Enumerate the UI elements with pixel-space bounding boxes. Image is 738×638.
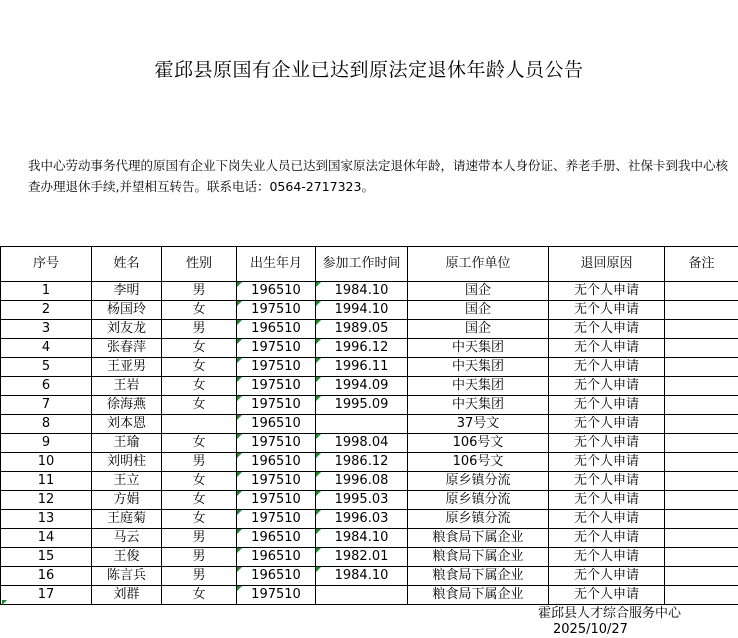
cell-work-start: 1995.09 — [316, 396, 408, 415]
cell-birth: 196510 — [237, 453, 316, 472]
table-header-row — [1, 247, 738, 282]
cell-note — [665, 567, 738, 586]
cell-reason: 无个人申请 — [549, 282, 665, 301]
cell-gender: 男 — [162, 282, 237, 301]
table-row — [1, 301, 738, 320]
cell-work-start: 1995.03 — [316, 491, 408, 510]
table-body — [1, 282, 738, 605]
cell-unit: 原乡镇分流 — [408, 472, 549, 491]
cell-unit: 国企 — [408, 282, 549, 301]
cell-unit: 中天集团 — [408, 377, 549, 396]
cell-gender: 女 — [162, 358, 237, 377]
cell-work-start: 1994.09 — [316, 377, 408, 396]
cell-birth: 197510 — [237, 491, 316, 510]
cell-note — [665, 415, 738, 434]
cell-reason: 无个人申请 — [549, 529, 665, 548]
cell-reason: 无个人申请 — [549, 301, 665, 320]
cell-reason: 无个人申请 — [549, 339, 665, 358]
cell-reason: 无个人申请 — [549, 548, 665, 567]
cell-work-start: 1986.12 — [316, 453, 408, 472]
cell-birth: 197510 — [237, 472, 316, 491]
cell-gender: 男 — [162, 548, 237, 567]
cell-unit: 原乡镇分流 — [408, 510, 549, 529]
cell-no: 17 — [1, 586, 92, 605]
cell-unit: 中天集团 — [408, 358, 549, 377]
cell-reason: 无个人申请 — [549, 320, 665, 339]
cell-note — [665, 491, 738, 510]
cell-name: 杨国玲 — [92, 301, 162, 320]
cell-name: 刘友龙 — [92, 320, 162, 339]
table-row — [1, 567, 738, 586]
cell-reason: 无个人申请 — [549, 415, 665, 434]
cell-no: 4 — [1, 339, 92, 358]
table-row — [1, 320, 738, 339]
table-row — [1, 472, 738, 491]
cell-name: 王俊 — [92, 548, 162, 567]
cell-reason: 无个人申请 — [549, 472, 665, 491]
cell-note — [665, 301, 738, 320]
cell-gender: 女 — [162, 339, 237, 358]
cell-birth: 196510 — [237, 529, 316, 548]
cell-no: 3 — [1, 320, 92, 339]
cell-name: 刘明柱 — [92, 453, 162, 472]
cell-no: 2 — [1, 301, 92, 320]
cell-unit: 粮食局下属企业 — [408, 529, 549, 548]
header-work-start: 参加工作时间 — [316, 247, 408, 282]
cell-gender: 女 — [162, 491, 237, 510]
cell-name: 方娟 — [92, 491, 162, 510]
cell-birth: 197510 — [237, 339, 316, 358]
table-row — [1, 548, 738, 567]
cell-name: 王立 — [92, 472, 162, 491]
cell-work-start: 1989.05 — [316, 320, 408, 339]
cell-reason: 无个人申请 — [549, 396, 665, 415]
cell-marker — [2, 600, 7, 605]
cell-work-start: 1984.10 — [316, 529, 408, 548]
cell-note — [665, 320, 738, 339]
cell-reason: 无个人申请 — [549, 434, 665, 453]
cell-unit: 国企 — [408, 301, 549, 320]
cell-birth: 197510 — [237, 301, 316, 320]
cell-no: 5 — [1, 358, 92, 377]
cell-gender: 男 — [162, 453, 237, 472]
cell-gender: 女 — [162, 377, 237, 396]
cell-reason: 无个人申请 — [549, 510, 665, 529]
cell-reason: 无个人申请 — [549, 358, 665, 377]
cell-work-start: 1984.10 — [316, 567, 408, 586]
header-birth: 出生年月 — [237, 247, 316, 282]
cell-no: 7 — [1, 396, 92, 415]
table-row — [1, 529, 738, 548]
footer-org: 霍邱县人才综合服务中心 — [538, 606, 682, 621]
cell-unit: 原乡镇分流 — [408, 491, 549, 510]
cell-unit: 粮食局下属企业 — [408, 586, 549, 605]
cell-note — [665, 358, 738, 377]
cell-gender: 男 — [162, 529, 237, 548]
notice-text: 我中心劳动事务代理的原国有企业下岗失业人员已达到国家原法定退休年龄，请速带本人身份证、养老手册、社保卡到我中心核查办理退休手续,并望相互转告。联系电话：0564-2717323。 — [28, 158, 729, 194]
cell-name: 刘群 — [92, 586, 162, 605]
cell-birth: 197510 — [237, 396, 316, 415]
cell-birth: 196510 — [237, 567, 316, 586]
cell-work-start: 1996.08 — [316, 472, 408, 491]
cell-unit: 中天集团 — [408, 396, 549, 415]
cell-note — [665, 472, 738, 491]
table-row — [1, 453, 738, 472]
table-row — [1, 510, 738, 529]
cell-birth: 197510 — [237, 358, 316, 377]
cell-work-start: 1996.11 — [316, 358, 408, 377]
cell-name: 王瑜 — [92, 434, 162, 453]
cell-work-start: 1984.10 — [316, 282, 408, 301]
cell-birth: 197510 — [237, 586, 316, 605]
cell-no: 13 — [1, 510, 92, 529]
cell-reason: 无个人申请 — [549, 567, 665, 586]
cell-birth: 196510 — [237, 415, 316, 434]
header-name: 姓名 — [92, 247, 162, 282]
cell-gender: 女 — [162, 434, 237, 453]
table-row — [1, 415, 738, 434]
cell-gender: 男 — [162, 567, 237, 586]
cell-no: 9 — [1, 434, 92, 453]
cell-note — [665, 510, 738, 529]
cell-birth: 196510 — [237, 320, 316, 339]
cell-unit: 37号文 — [408, 415, 549, 434]
cell-work-start: 1996.12 — [316, 339, 408, 358]
cell-name: 李明 — [92, 282, 162, 301]
cell-no: 6 — [1, 377, 92, 396]
table-row — [1, 282, 738, 301]
cell-unit: 国企 — [408, 320, 549, 339]
cell-unit: 粮食局下属企业 — [408, 548, 549, 567]
cell-gender: 女 — [162, 586, 237, 605]
table-row — [1, 491, 738, 510]
cell-no: 12 — [1, 491, 92, 510]
cell-birth: 197510 — [237, 434, 316, 453]
cell-no: 10 — [1, 453, 92, 472]
table-row — [1, 377, 738, 396]
cell-note — [665, 548, 738, 567]
table-row — [1, 339, 738, 358]
cell-note — [665, 453, 738, 472]
personnel-table — [0, 246, 738, 605]
cell-work-start: 1982.01 — [316, 548, 408, 567]
cell-name: 陈言兵 — [92, 567, 162, 586]
table-row — [1, 434, 738, 453]
cell-note — [665, 529, 738, 548]
cell-work-start: 1994.10 — [316, 301, 408, 320]
header-gender: 性别 — [162, 247, 237, 282]
cell-reason: 无个人申请 — [549, 491, 665, 510]
table-row — [1, 396, 738, 415]
cell-reason: 无个人申请 — [549, 453, 665, 472]
footer-date: 2025/10/27 — [553, 622, 628, 637]
cell-name: 马云 — [92, 529, 162, 548]
cell-note — [665, 377, 738, 396]
cell-name: 徐海燕 — [92, 396, 162, 415]
cell-gender: 女 — [162, 396, 237, 415]
cell-gender: 男 — [162, 320, 237, 339]
cell-no: 1 — [1, 282, 92, 301]
header-unit: 原工作单位 — [408, 247, 549, 282]
cell-no: 8 — [1, 415, 92, 434]
cell-name: 刘本恩 — [92, 415, 162, 434]
cell-gender: 女 — [162, 472, 237, 491]
table-row — [1, 358, 738, 377]
cell-birth: 197510 — [237, 510, 316, 529]
cell-note — [665, 282, 738, 301]
page-title: 霍邱县原国有企业已达到原法定退休年龄人员公告 — [154, 59, 584, 81]
cell-work-start: 1998.04 — [316, 434, 408, 453]
cell-birth: 196510 — [237, 548, 316, 567]
cell-unit: 106号文 — [408, 434, 549, 453]
cell-unit: 粮食局下属企业 — [408, 567, 549, 586]
cell-reason: 无个人申请 — [549, 586, 665, 605]
cell-unit: 106号文 — [408, 453, 549, 472]
cell-birth: 196510 — [237, 282, 316, 301]
cell-no: 14 — [1, 529, 92, 548]
cell-note — [665, 434, 738, 453]
cell-gender — [162, 415, 237, 434]
cell-no: 16 — [1, 567, 92, 586]
cell-work-start — [316, 415, 408, 434]
cell-name: 王亚男 — [92, 358, 162, 377]
cell-no: 15 — [1, 548, 92, 567]
cell-name: 王庭菊 — [92, 510, 162, 529]
cell-note — [665, 339, 738, 358]
cell-gender: 女 — [162, 301, 237, 320]
cell-gender: 女 — [162, 510, 237, 529]
cell-note — [665, 396, 738, 415]
cell-work-start: 1996.03 — [316, 510, 408, 529]
cell-work-start — [316, 586, 408, 605]
header-no: 序号 — [1, 247, 92, 282]
header-note: 备注 — [665, 247, 738, 282]
cell-birth: 197510 — [237, 377, 316, 396]
cell-name: 张春萍 — [92, 339, 162, 358]
cell-name: 王岩 — [92, 377, 162, 396]
header-reason: 退回原因 — [549, 247, 665, 282]
cell-unit: 中天集团 — [408, 339, 549, 358]
cell-no: 11 — [1, 472, 92, 491]
cell-reason: 无个人申请 — [549, 377, 665, 396]
